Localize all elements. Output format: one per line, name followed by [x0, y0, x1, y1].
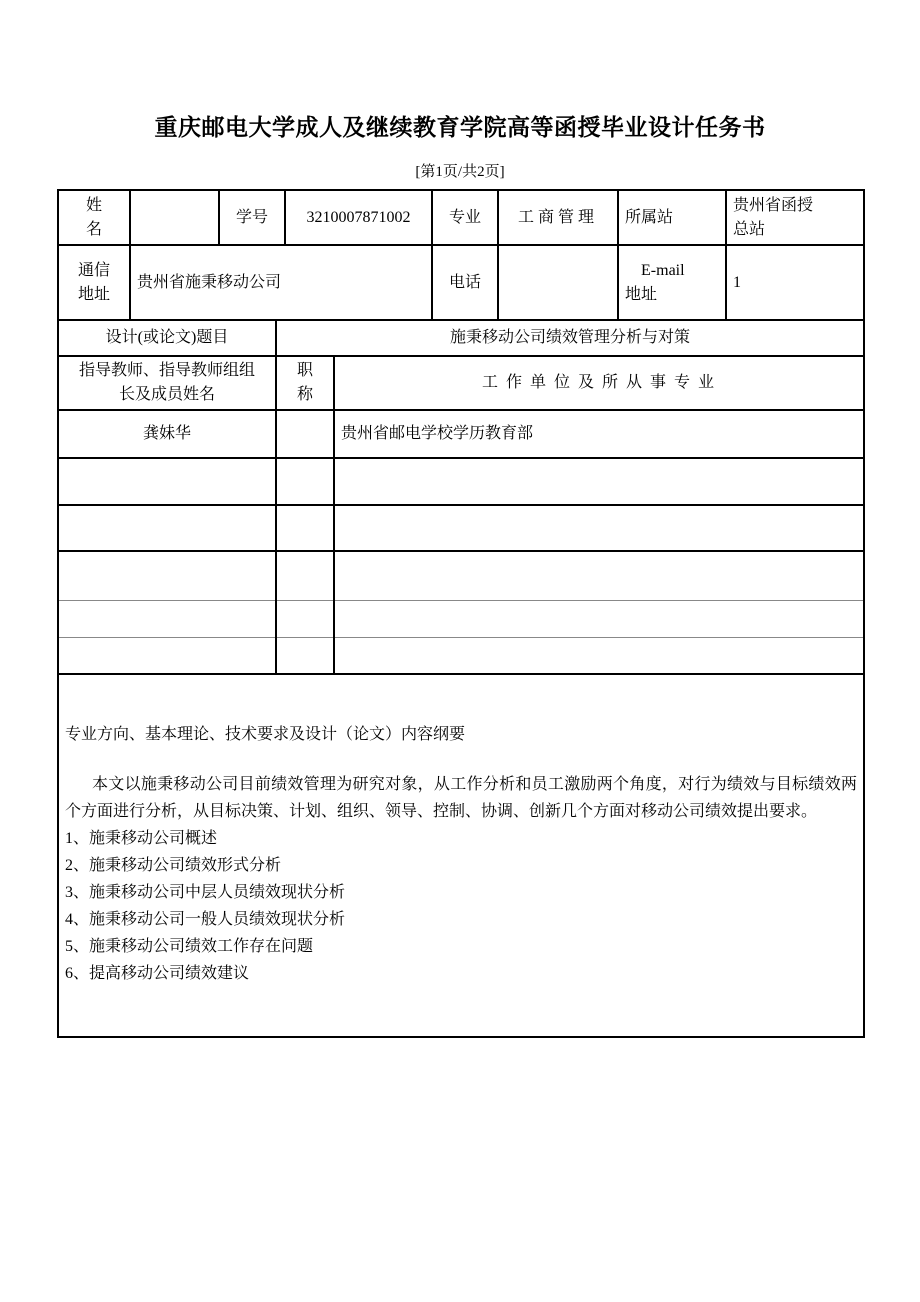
student-id-label: 学号: [219, 190, 285, 245]
advisor-work: 贵州省邮电学校学历教育部: [334, 410, 864, 458]
advisor-row: [58, 410, 864, 458]
address-label-cell: [58, 245, 130, 320]
advisor-name: [58, 458, 276, 505]
advisor-title: [276, 458, 334, 505]
station-value-cell: [726, 190, 864, 245]
advisor-title: [276, 600, 334, 637]
page-indicator: [第1页/共2页]: [415, 164, 505, 180]
advisor-work: [334, 600, 864, 637]
outline-item: 2、施秉移动公司绩效形式分析: [65, 856, 282, 874]
outline-item: 4、施秉移动公司一般人员绩效现状分析: [65, 910, 346, 928]
outline-item: 6、提高移动公司绩效建议: [65, 964, 250, 982]
advisor-name-header-cell: [58, 356, 276, 410]
task-form-table: [57, 189, 865, 1038]
major-value: 工商管理: [498, 190, 618, 245]
advisor-row: [58, 505, 864, 551]
outline-paragraph: 本文以施秉移动公司目前绩效管理为研究对象，从工作分析和员工激励两个角度，对行为绩效与目标绩效两个方面进行分析，从目标决策、计划、组织、领导、控制、协调、创新几个方面对移动公司绩效提出要求。: [65, 775, 858, 820]
name-value-cell: [130, 190, 219, 245]
address-value: 贵州省施秉移动公司: [130, 245, 432, 320]
station-value: 贵州省函授总站: [733, 196, 814, 238]
advisor-name: [58, 600, 276, 637]
advisor-row: [58, 637, 864, 674]
email-label-cell: [618, 245, 726, 320]
advisor-title: [276, 505, 334, 551]
page-title: 重庆邮电大学成人及继续教育学院高等函授毕业设计任务书: [154, 114, 766, 140]
advisor-name: [58, 637, 276, 674]
advisor-title-header: 职称: [296, 362, 313, 403]
advisor-work-header: 工 作 单 位 及 所 从 事 专 业: [334, 356, 864, 410]
advisor-title: [276, 637, 334, 674]
student-info-row: [58, 190, 864, 245]
topic-label: 设计(或论文)题目: [58, 320, 276, 356]
email-label: E-mail地址: [625, 261, 685, 303]
advisor-name-header: 指导教师、指导教师组组长及成员姓名: [78, 362, 255, 403]
advisor-title: [276, 410, 334, 458]
contact-info-row: [58, 245, 864, 320]
phone-value-cell: [498, 245, 618, 320]
topic-row: [58, 320, 864, 356]
advisor-name: [58, 505, 276, 551]
name-label-cell: [58, 190, 130, 245]
advisor-row: [58, 458, 864, 505]
advisor-work: [334, 551, 864, 600]
advisor-title-header-cell: [276, 356, 334, 410]
outline-cell: [58, 674, 864, 1037]
advisor-work: [334, 505, 864, 551]
outline-heading: 专业方向、基本理论、技术要求及设计（论文）内容纲要: [65, 725, 466, 743]
email-value: 1: [726, 245, 864, 320]
outline-item: 1、施秉移动公司概述: [65, 829, 218, 847]
advisor-row: [58, 551, 864, 600]
outline-row: [58, 674, 864, 1037]
advisor-name: 龚妹华: [58, 410, 276, 458]
student-id-value: 3210007871002: [285, 190, 432, 245]
advisor-work: [334, 458, 864, 505]
advisor-name: [58, 551, 276, 600]
advisor-header-row: [58, 356, 864, 410]
advisor-work: [334, 637, 864, 674]
outline-item: 5、施秉移动公司绩效工作存在问题: [65, 937, 314, 955]
outline-item: 3、施秉移动公司中层人员绩效现状分析: [65, 883, 346, 901]
phone-label: 电话: [432, 245, 498, 320]
advisor-title: [276, 551, 334, 600]
address-label: 通信地址: [77, 261, 110, 303]
station-label: 所属站: [618, 190, 726, 245]
major-label: 专业: [432, 190, 498, 245]
topic-value: 施秉移动公司绩效管理分析与对策: [276, 320, 864, 356]
advisor-row: [58, 600, 864, 637]
name-label: 姓名: [85, 196, 102, 238]
